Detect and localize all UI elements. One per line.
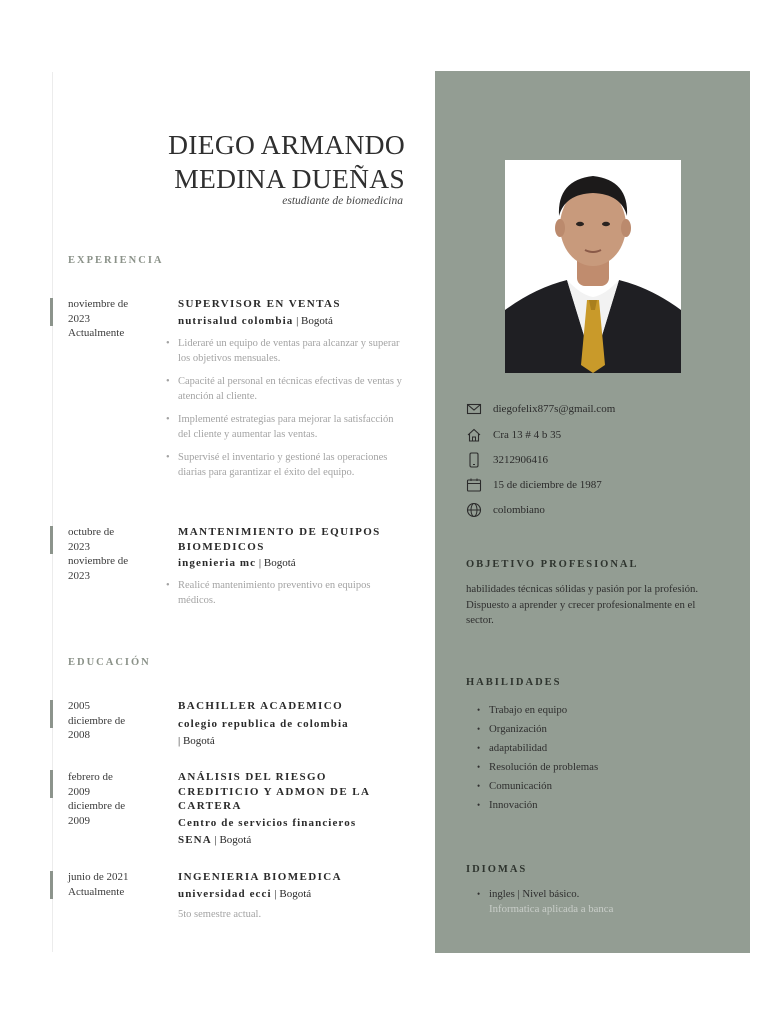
- date-line: noviembre de: [68, 298, 129, 310]
- date-line: 2023: [68, 312, 90, 325]
- experience-2-title: [178, 525, 408, 554]
- date-line: diciembre de: [68, 714, 126, 727]
- separator: |: [274, 888, 277, 900]
- education-3-title: [178, 870, 408, 885]
- timeline-marker: [50, 700, 53, 728]
- company-name: ingenieria mc: [178, 557, 257, 569]
- skills-heading: HABILIDADES: [466, 677, 562, 688]
- list-item: • Trabajo en equipo: [477, 701, 598, 720]
- contact-phone: [466, 451, 548, 469]
- timeline-marker: [50, 298, 53, 326]
- city: Bogotá: [182, 735, 215, 747]
- timeline-marker: [50, 526, 53, 554]
- list-item: • adaptabilidad: [477, 739, 598, 758]
- experience-1-date: [68, 297, 168, 341]
- city: Bogotá: [279, 888, 312, 900]
- experience-heading: EXPERIENCIA: [68, 255, 164, 266]
- education-heading: EDUCACIÓN: [68, 657, 151, 668]
- list-item: • Comunicación: [477, 777, 598, 796]
- job-title: MANTENIMIENTO DE EQUIPOS: [178, 526, 381, 538]
- date-line: 2005: [68, 700, 90, 712]
- date-line: noviembre de: [68, 555, 129, 567]
- date-line: 2009: [68, 785, 90, 798]
- degree-title: CARTERA: [178, 800, 242, 812]
- job-title: BIOMEDICOS: [178, 540, 265, 553]
- birthdate-text: 15 de diciembre de 1987: [493, 479, 602, 491]
- list-item: • Resolución de problemas: [477, 758, 598, 777]
- objective-text: habilidades técnicas sólidas y pasión por la profesión. Dispuesto a aprender y crecer profesionalmente en el sector.: [466, 583, 699, 626]
- profile-photo: [505, 160, 681, 373]
- education-1-title: [178, 699, 408, 714]
- separator: |: [258, 557, 262, 569]
- nationality-text: colombiano: [493, 504, 545, 516]
- education-1-org: [178, 716, 408, 750]
- education-3-org: [178, 886, 408, 903]
- experience-2-date: [68, 525, 168, 583]
- name-line-2: MEDINA DUEÑAS: [174, 163, 405, 194]
- language-note: Informatica aplicada a banca: [489, 903, 614, 915]
- education-1-date: [68, 699, 168, 743]
- experience-1-title: [178, 297, 408, 312]
- job-title: SUPERVISOR EN VENTAS: [178, 298, 341, 310]
- name-line-1: DIEGO ARMANDO: [168, 129, 405, 160]
- languages-heading: IDIOMAS: [466, 864, 528, 875]
- list-item: • Organización: [477, 720, 598, 739]
- degree-title: BACHILLER ACADEMICO: [178, 700, 344, 712]
- list-item: • Implementé estrategias para mejorar la satisfacción del cliente y aumentar las ventas.: [166, 412, 406, 442]
- date-line: 2023: [68, 540, 90, 553]
- phone-icon: [466, 452, 482, 468]
- date-line: junio de 2021: [68, 871, 129, 883]
- email-text: diegofelix877s@gmail.com: [493, 403, 616, 415]
- experience-1-org: [178, 313, 408, 330]
- globe-icon: [466, 502, 482, 518]
- address-text: Cra 13 # 4 b 35: [493, 429, 562, 441]
- date-line: octubre de: [68, 526, 115, 538]
- timeline-marker: [50, 770, 53, 798]
- date-line: Actualmente: [68, 327, 125, 339]
- date-line: 2009: [68, 814, 90, 827]
- contact-address: [466, 426, 561, 444]
- contact-nationality: [466, 501, 545, 519]
- degree-title: INGENIERIA BIOMEDICA: [178, 871, 342, 883]
- education-3-note: 5to semestre actual.: [178, 909, 262, 920]
- date-line: Actualmente: [68, 885, 125, 898]
- institution-name: Centro de servicios financieros: [178, 817, 357, 829]
- degree-title: ANÁLISIS DEL RIESGO: [178, 771, 327, 783]
- mail-icon: [466, 401, 482, 417]
- profession-subtitle: estudiante de biomedicina: [282, 195, 403, 207]
- institution-name: colegio republica de colombia: [178, 718, 349, 730]
- contact-email: [466, 400, 615, 418]
- education-2-title: [178, 770, 408, 814]
- list-item: • Supervisé el inventario y gestioné las operaciones diarias para garantizar el éxito del equipo.: [166, 450, 406, 480]
- degree-title: CREDITICIO Y ADMON DE LA: [178, 785, 371, 798]
- home-icon: [466, 427, 482, 443]
- city: Bogotá: [219, 834, 252, 846]
- date-line: 2023: [68, 569, 90, 582]
- phone-text: 3212906416: [493, 454, 548, 466]
- separator: |: [178, 735, 181, 747]
- institution-name: SENA: [178, 834, 212, 846]
- date-line: 2008: [68, 729, 90, 741]
- page-edge: [52, 72, 53, 952]
- list-item: • Capacité al personal en técnicas efectivas de ventas y atención al cliente.: [166, 374, 406, 404]
- date-line: febrero de: [68, 771, 113, 783]
- list-item: • Innovación: [477, 796, 598, 815]
- education-2-org: [178, 815, 408, 849]
- separator: |: [214, 834, 217, 846]
- separator: |: [296, 315, 299, 327]
- language-text: ingles | Nivel básico.: [489, 888, 580, 900]
- institution-name: universidad ecci: [178, 888, 272, 900]
- education-3-date: [68, 870, 168, 899]
- timeline-marker: [50, 871, 53, 899]
- city: Bogotá: [301, 315, 333, 327]
- education-2-date: [68, 770, 168, 828]
- date-line: diciembre de: [68, 800, 126, 812]
- skills-list: [477, 701, 598, 815]
- list-item: • Realicé mantenimiento preventivo en equipos médicos.: [166, 578, 406, 608]
- experience-2-org: [178, 555, 408, 572]
- contact-birthdate: [466, 476, 602, 494]
- company-name: nutrisalud colombia: [178, 315, 294, 327]
- experience-2-bullets: [166, 578, 406, 616]
- objective-heading: OBJETIVO PROFESIONAL: [466, 559, 639, 570]
- experience-1-bullets: [166, 336, 406, 488]
- city: Bogotá: [263, 557, 296, 569]
- bullet: •: [477, 889, 481, 899]
- calendar-icon: [466, 477, 482, 493]
- list-item: • Lideraré un equipo de ventas para alcanzar y superar los objetivos mensuales.: [166, 336, 406, 366]
